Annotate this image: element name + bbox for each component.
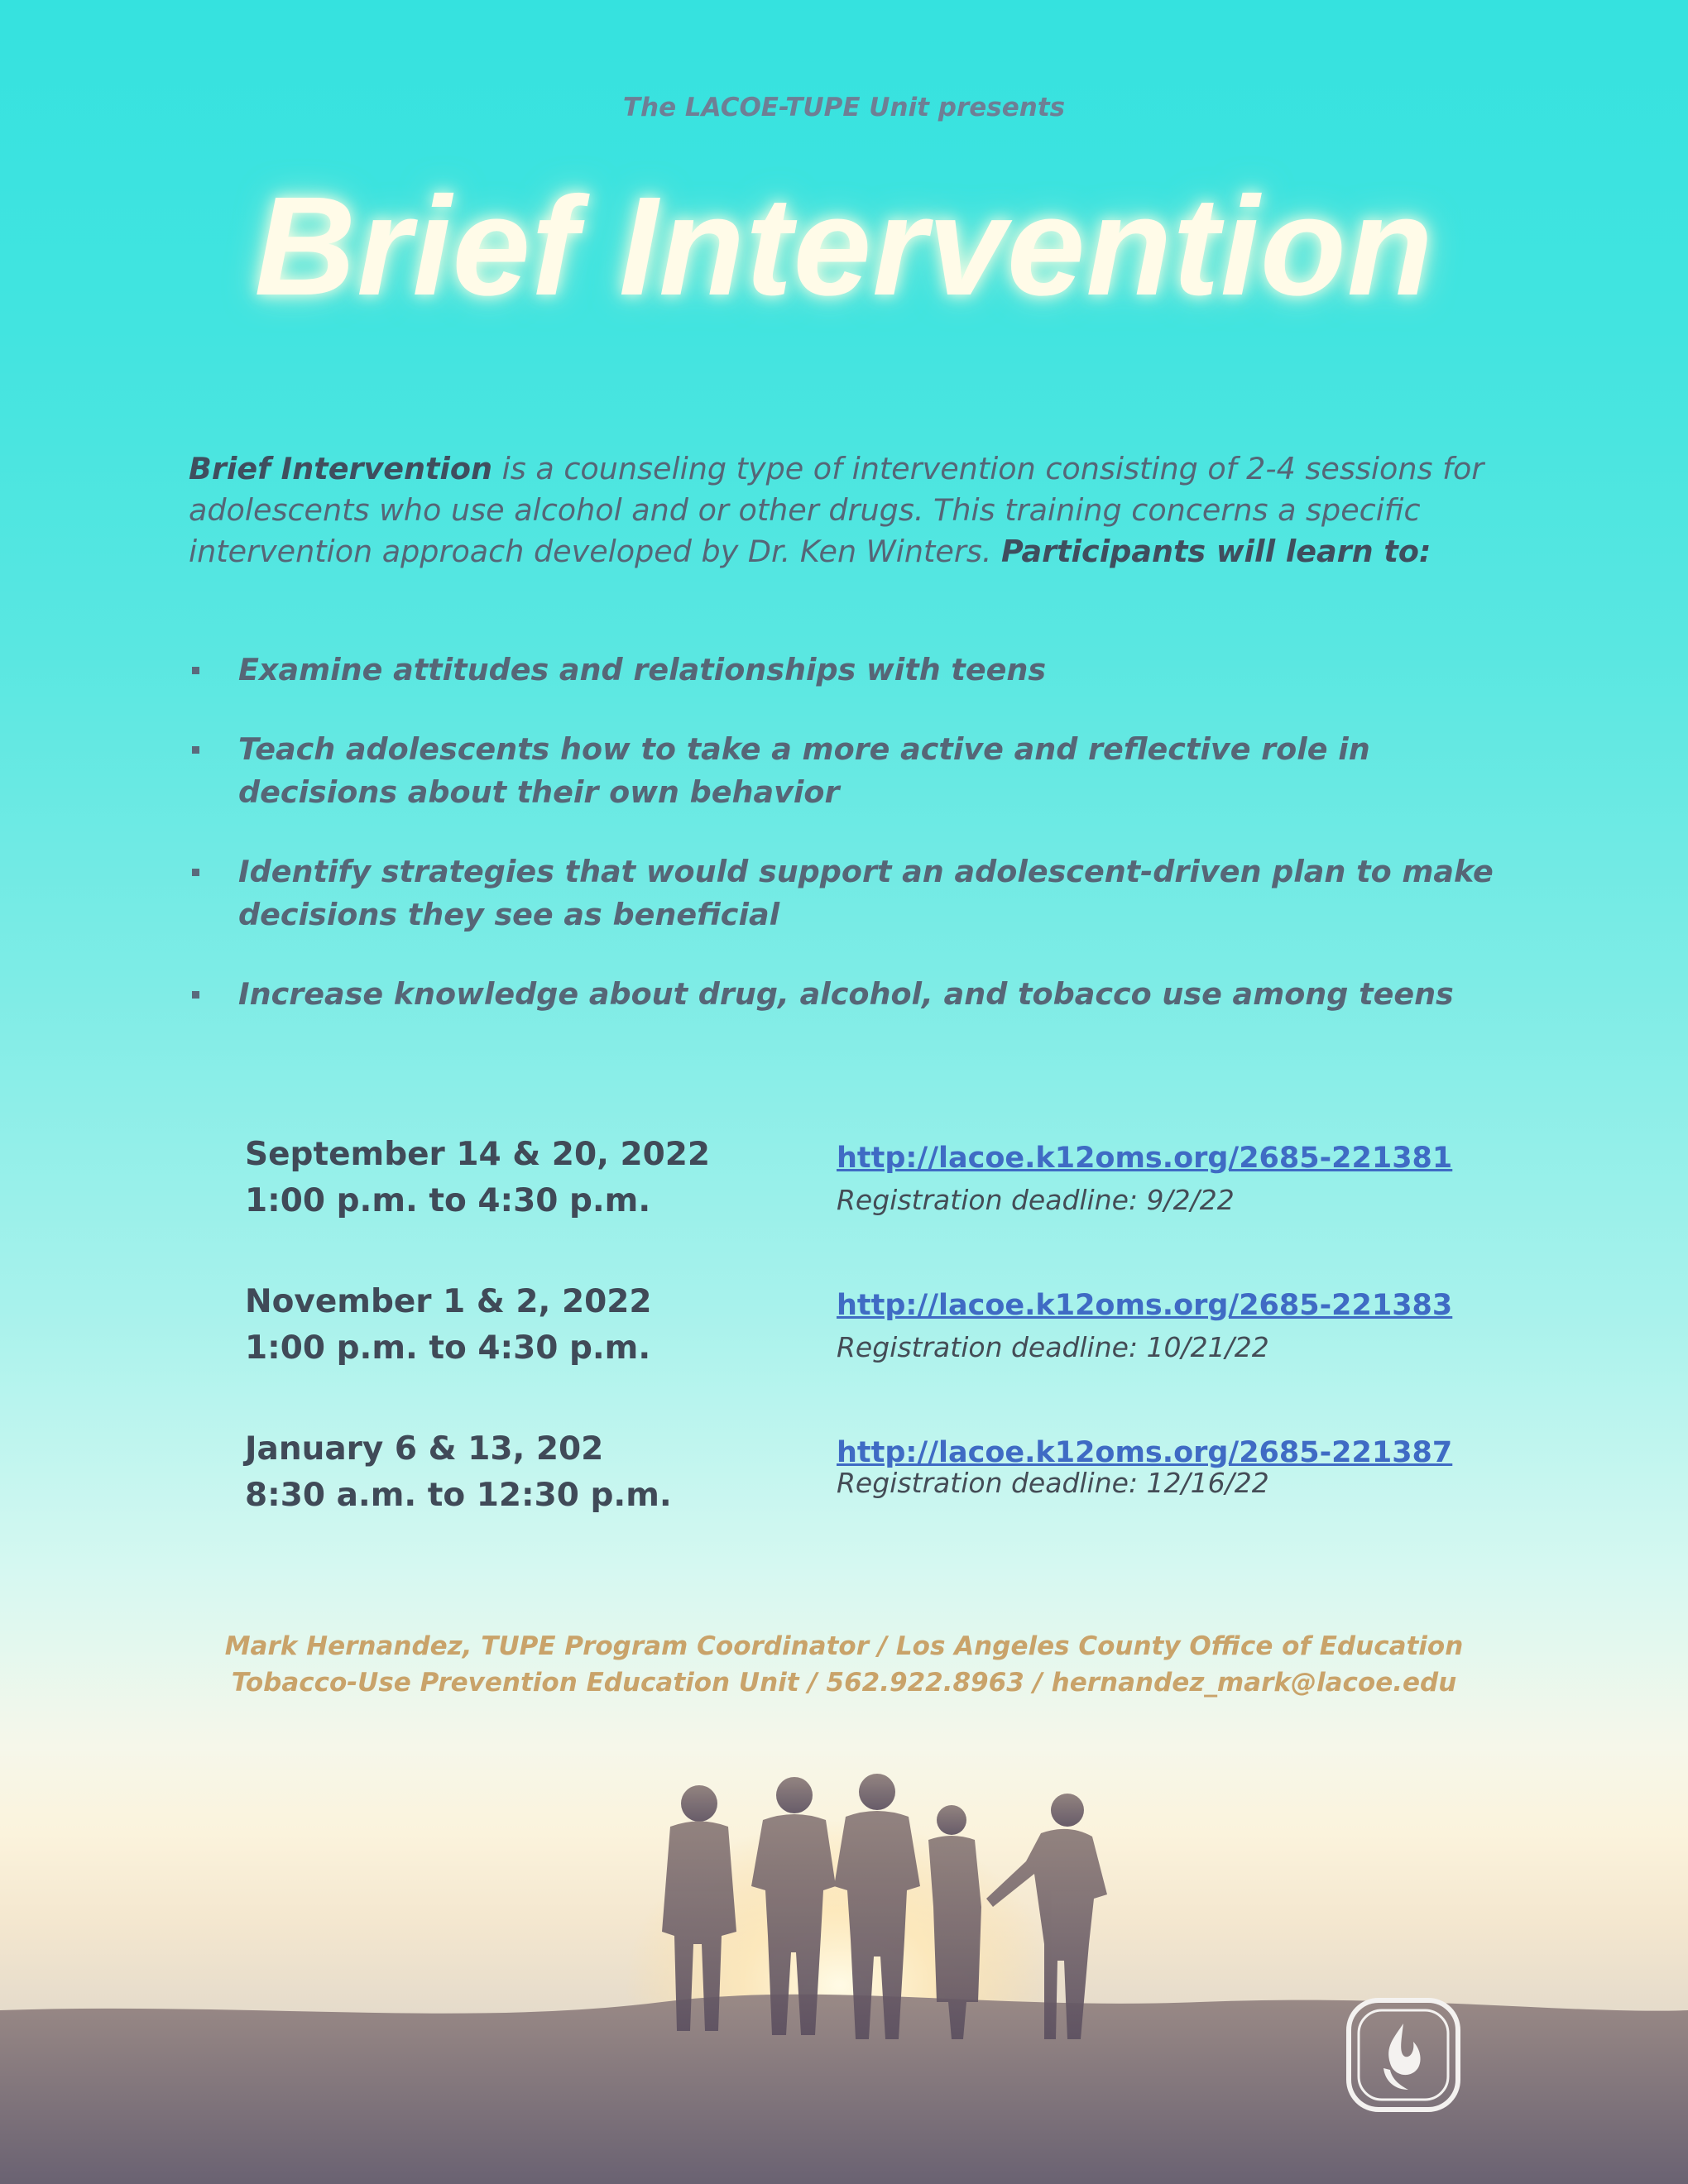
session-row	[245, 1132, 1486, 1279]
square-bullet-icon	[192, 869, 199, 876]
registration-link[interactable]: http://lacoe.k12oms.org/2685-221387	[837, 1436, 1453, 1469]
presenter-kicker: The LACOE-TUPE Unit presents	[622, 93, 1066, 122]
contact-info	[0, 1628, 1688, 1701]
session-date: November 1 & 2, 2022	[245, 1283, 652, 1320]
registration-deadline: Registration deadline: 12/16/22	[837, 1467, 1269, 1499]
list-item: Increase knowledge about drug, alcohol, and tobacco use among teens	[189, 973, 1513, 1016]
intro-paragraph	[189, 448, 1513, 572]
person-2-head	[776, 1777, 813, 1813]
registration-link[interactable]: http://lacoe.k12oms.org/2685-221381	[837, 1142, 1453, 1175]
list-item: Examine attitudes and relationships with teens	[189, 649, 1513, 692]
contact-line-1: Mark Hernandez, TUPE Program Coordinator / Los Angeles County Office of Education	[224, 1631, 1464, 1661]
learning-objectives-list	[189, 649, 1513, 1052]
square-bullet-icon	[192, 746, 199, 754]
session-time: 8:30 a.m. to 12:30 p.m.	[245, 1477, 672, 1514]
session-row	[245, 1426, 1486, 1573]
session-row	[245, 1279, 1486, 1426]
session-time: 1:00 p.m. to 4:30 p.m.	[245, 1329, 651, 1367]
registration-deadline: Registration deadline: 10/21/22	[837, 1331, 1269, 1363]
person-4-head	[937, 1805, 966, 1835]
silhouette-scene	[0, 1729, 1688, 2184]
session-date: September 14 & 20, 2022	[245, 1136, 711, 1173]
page-title: Brief Intervention	[254, 168, 1434, 325]
intro-lead: Brief Intervention	[189, 451, 492, 486]
square-bullet-icon	[192, 667, 199, 674]
registration-deadline: Registration deadline: 9/2/22	[837, 1184, 1235, 1216]
registration-link[interactable]: http://lacoe.k12oms.org/2685-221383	[837, 1289, 1453, 1322]
contact-line-2: Tobacco-Use Prevention Education Unit / 562.922.8963 / hernandez_mark@lacoe.edu	[231, 1668, 1457, 1698]
session-date: January 6 & 13, 202	[245, 1430, 604, 1468]
person-1-head	[681, 1785, 717, 1822]
lacoe-flame-logo-icon	[1344, 1995, 1463, 2115]
session-schedule	[245, 1132, 1486, 1573]
session-time: 1:00 p.m. to 4:30 p.m.	[245, 1182, 651, 1219]
list-item: Teach adolescents how to take a more active and reflective role in decisions about their own behavior	[189, 728, 1513, 814]
intro-body: is a counseling type of intervention consisting of 2-4 sessions for adolescents who use alcohol and or other drugs. This training concerns a specific intervention approach developed by Dr. Ken Winters.	[189, 451, 1484, 569]
square-bullet-icon	[192, 991, 199, 999]
person-5-head	[1051, 1794, 1084, 1827]
person-3-head	[859, 1774, 895, 1810]
list-item: Identify strategies that would support an adolescent-driven plan to make decisions they see as beneficial	[189, 850, 1513, 936]
intro-tail: Participants will learn to:	[1001, 534, 1431, 569]
